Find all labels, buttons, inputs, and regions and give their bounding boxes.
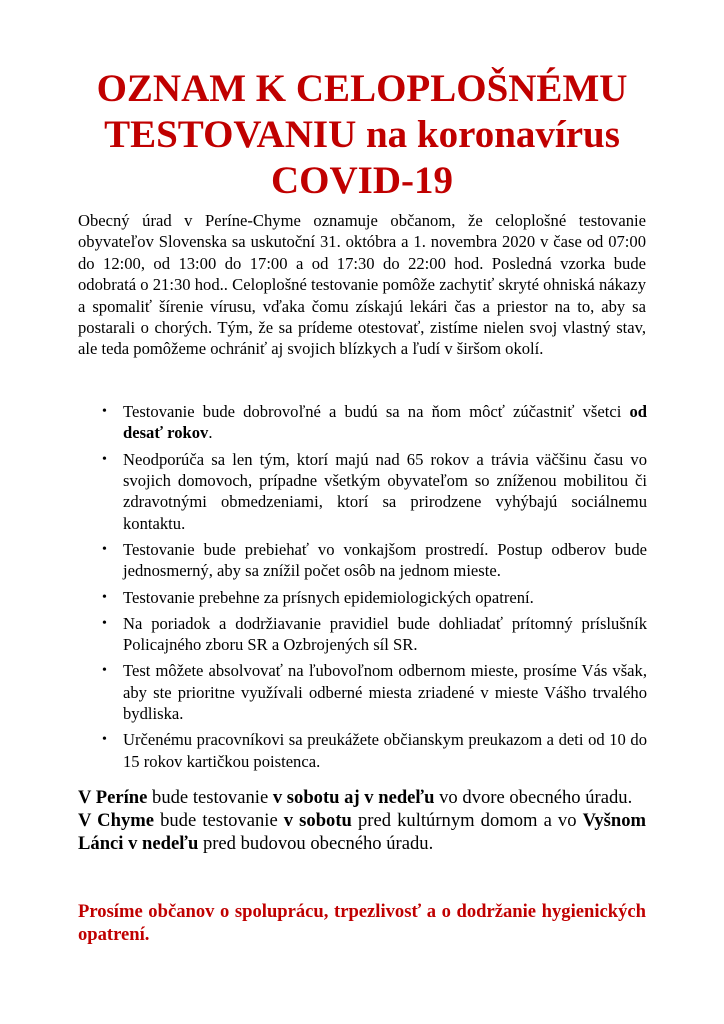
title-line-2: TESTOVANIU na koronavírus — [104, 113, 620, 156]
bullet-icon: • — [102, 732, 107, 748]
list-item-text: Testovanie bude dobrovoľné a budú sa na ňom môcť zúčastniť všetci — [123, 402, 630, 421]
location-perin-days: v sobotu aj v nedeľu — [272, 787, 435, 808]
location-lanec: Vyšnom Lánci v nedeľu — [78, 810, 646, 854]
bullet-icon: • — [102, 589, 107, 605]
location-chym-name: V Chyme — [78, 810, 154, 831]
location-chym — [78, 809, 646, 855]
list-item-tail: . — [208, 423, 213, 443]
bullet-icon: • — [102, 615, 107, 631]
list-item-bold: od desať rokov — [123, 402, 647, 443]
bullet-icon: • — [102, 404, 107, 419]
list-item — [101, 660, 647, 724]
bullet-icon: • — [102, 542, 107, 558]
title-line-1: OZNAM K CELOPLOŠNÉMU — [96, 67, 628, 110]
list-item-text: Neodporúča sa len tým, ktorí majú nad 65 rokov a trávia väčšinu času vo svojich domovoch, prípadne všetkým obyvateľom so zníženou mobilitou či zdravotnými obmedzeniami, ktorí sa prirodzene vyhýbajú sociálnemu kontaktu. — [123, 449, 647, 533]
location-text: bude testovanie — [147, 787, 273, 808]
intro-paragraph: Obecný úrad v Períne-Chyme oznamuje občanom, že celoplošné testovanie obyvateľov Slovenska sa uskutoční 31. októbra a 1. novembra 2020 v čase od 07:00 do 12:00, od 13:00 do 17:00 a od 17:30 do 22:00 hod. Posledná vzorka bude odobratá o 21:30 hod.. Celoplošné testovanie pomôže zachytiť skryté ohniská nákazy a spomaliť šírenie vírusu, vďaka čomu získajú lekári čas a priestor na to, aby sa postarali o chorých. Tým, že sa prídeme otestovať, zistíme nielen svoj vlastný stav, ale teda pomôžeme ochrániť aj svojich blízkych a ľudí v širšom okolí. — [78, 211, 646, 359]
list-item — [101, 613, 647, 656]
location-chym-day: v sobotu — [283, 810, 352, 831]
list-item-text: Určenému pracovníkovi sa preukážete občianskym preukazom a deti od 10 do 15 rokov kartičkou poistenca. — [123, 730, 647, 771]
list-item — [101, 401, 647, 444]
location-text: pred kultúrnym domom a vo — [351, 810, 583, 831]
list-item — [101, 729, 647, 772]
list-item-text: Test môžete absolvovať na ľubovoľnom odbernom mieste, prosíme Vás však, aby ste prioritne využívali odberné miesta zriadené v mieste Vášho trvalého bydliska. — [123, 661, 647, 724]
info-list — [101, 401, 647, 777]
title-line-3: COVID-19 — [271, 159, 453, 202]
location-perin-name: V Períne — [78, 787, 148, 808]
location-section — [78, 786, 646, 855]
list-item-text: Na poriadok a dodržiavanie pravidiel bude dohliadať prítomný príslušník Policajného zboru SR a Ozbrojených síl SR. — [123, 613, 647, 655]
list-item-text: Testovanie prebehne za prísnych epidemiologických opatrení. — [123, 587, 534, 607]
bullet-icon: • — [102, 663, 107, 679]
list-item-text: Testovanie bude prebiehať vo vonkajšom prostredí. Postup odberov bude jednosmerný, aby sa znížil počet osôb na jednom mieste. — [123, 540, 647, 581]
bullet-icon: • — [102, 451, 107, 467]
location-perin — [78, 786, 646, 809]
location-text: pred budovou obecného úradu. — [198, 833, 434, 854]
location-text: vo dvore obecného úradu. — [434, 787, 633, 808]
list-item — [101, 587, 647, 608]
list-item — [101, 449, 647, 535]
closing-note: Prosíme občanov o spoluprácu, trpezlivosť a o dodržanie hygienických opatrení. — [78, 901, 646, 945]
location-text: bude testovanie — [154, 810, 284, 831]
document-title — [60, 66, 664, 204]
list-item — [101, 539, 647, 582]
